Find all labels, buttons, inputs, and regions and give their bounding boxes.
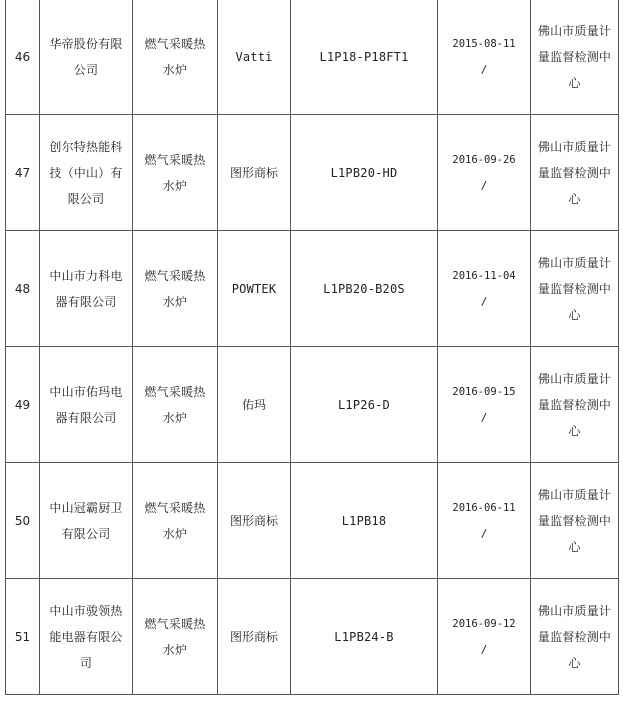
model-spec: L1PB20-HD [291, 115, 438, 231]
production-date: 2016-09-12 / [438, 579, 531, 695]
inspection-table [5, 0, 619, 695]
product-name: 燃气采暖热水炉 [133, 347, 218, 463]
table-row [6, 0, 619, 115]
table-row [6, 115, 619, 231]
row-number: 48 [6, 231, 40, 347]
product-name: 燃气采暖热水炉 [133, 231, 218, 347]
product-name: 燃气采暖热水炉 [133, 579, 218, 695]
company-name: 中山市骏领热能电器有限公司 [40, 579, 133, 695]
model-spec: L1P26-D [291, 347, 438, 463]
brand: Vatti [218, 0, 291, 115]
brand: 图形商标 [218, 463, 291, 579]
table-row [6, 231, 619, 347]
table-row [6, 579, 619, 695]
table-row [6, 347, 619, 463]
production-date: 2015-08-11 / [438, 0, 531, 115]
testing-institute: 佛山市质量计量监督检测中心 [531, 579, 619, 695]
brand: 图形商标 [218, 115, 291, 231]
product-name: 燃气采暖热水炉 [133, 115, 218, 231]
model-spec: L1PB20-B20S [291, 231, 438, 347]
row-number: 50 [6, 463, 40, 579]
production-date: 2016-06-11 / [438, 463, 531, 579]
company-name: 创尔特热能科技（中山）有限公司 [40, 115, 133, 231]
company-name: 华帝股份有限公司 [40, 0, 133, 115]
brand: 佑玛 [218, 347, 291, 463]
testing-institute: 佛山市质量计量监督检测中心 [531, 0, 619, 115]
table-row [6, 463, 619, 579]
product-name: 燃气采暖热水炉 [133, 0, 218, 115]
brand: POWTEK [218, 231, 291, 347]
brand: 图形商标 [218, 579, 291, 695]
row-number: 49 [6, 347, 40, 463]
testing-institute: 佛山市质量计量监督检测中心 [531, 231, 619, 347]
product-name: 燃气采暖热水炉 [133, 463, 218, 579]
production-date: 2016-09-26 / [438, 115, 531, 231]
production-date: 2016-11-04 / [438, 231, 531, 347]
testing-institute: 佛山市质量计量监督检测中心 [531, 463, 619, 579]
company-name: 中山市佑玛电器有限公司 [40, 347, 133, 463]
testing-institute: 佛山市质量计量监督检测中心 [531, 115, 619, 231]
model-spec: L1PB24-B [291, 579, 438, 695]
testing-institute: 佛山市质量计量监督检测中心 [531, 347, 619, 463]
production-date: 2016-09-15 / [438, 347, 531, 463]
row-number: 46 [6, 0, 40, 115]
model-spec: L1PB18 [291, 463, 438, 579]
row-number: 51 [6, 579, 40, 695]
row-number: 47 [6, 115, 40, 231]
company-name: 中山市力科电器有限公司 [40, 231, 133, 347]
model-spec: L1P18-P18FT1 [291, 0, 438, 115]
company-name: 中山冠霸厨卫有限公司 [40, 463, 133, 579]
table-body [6, 0, 619, 695]
